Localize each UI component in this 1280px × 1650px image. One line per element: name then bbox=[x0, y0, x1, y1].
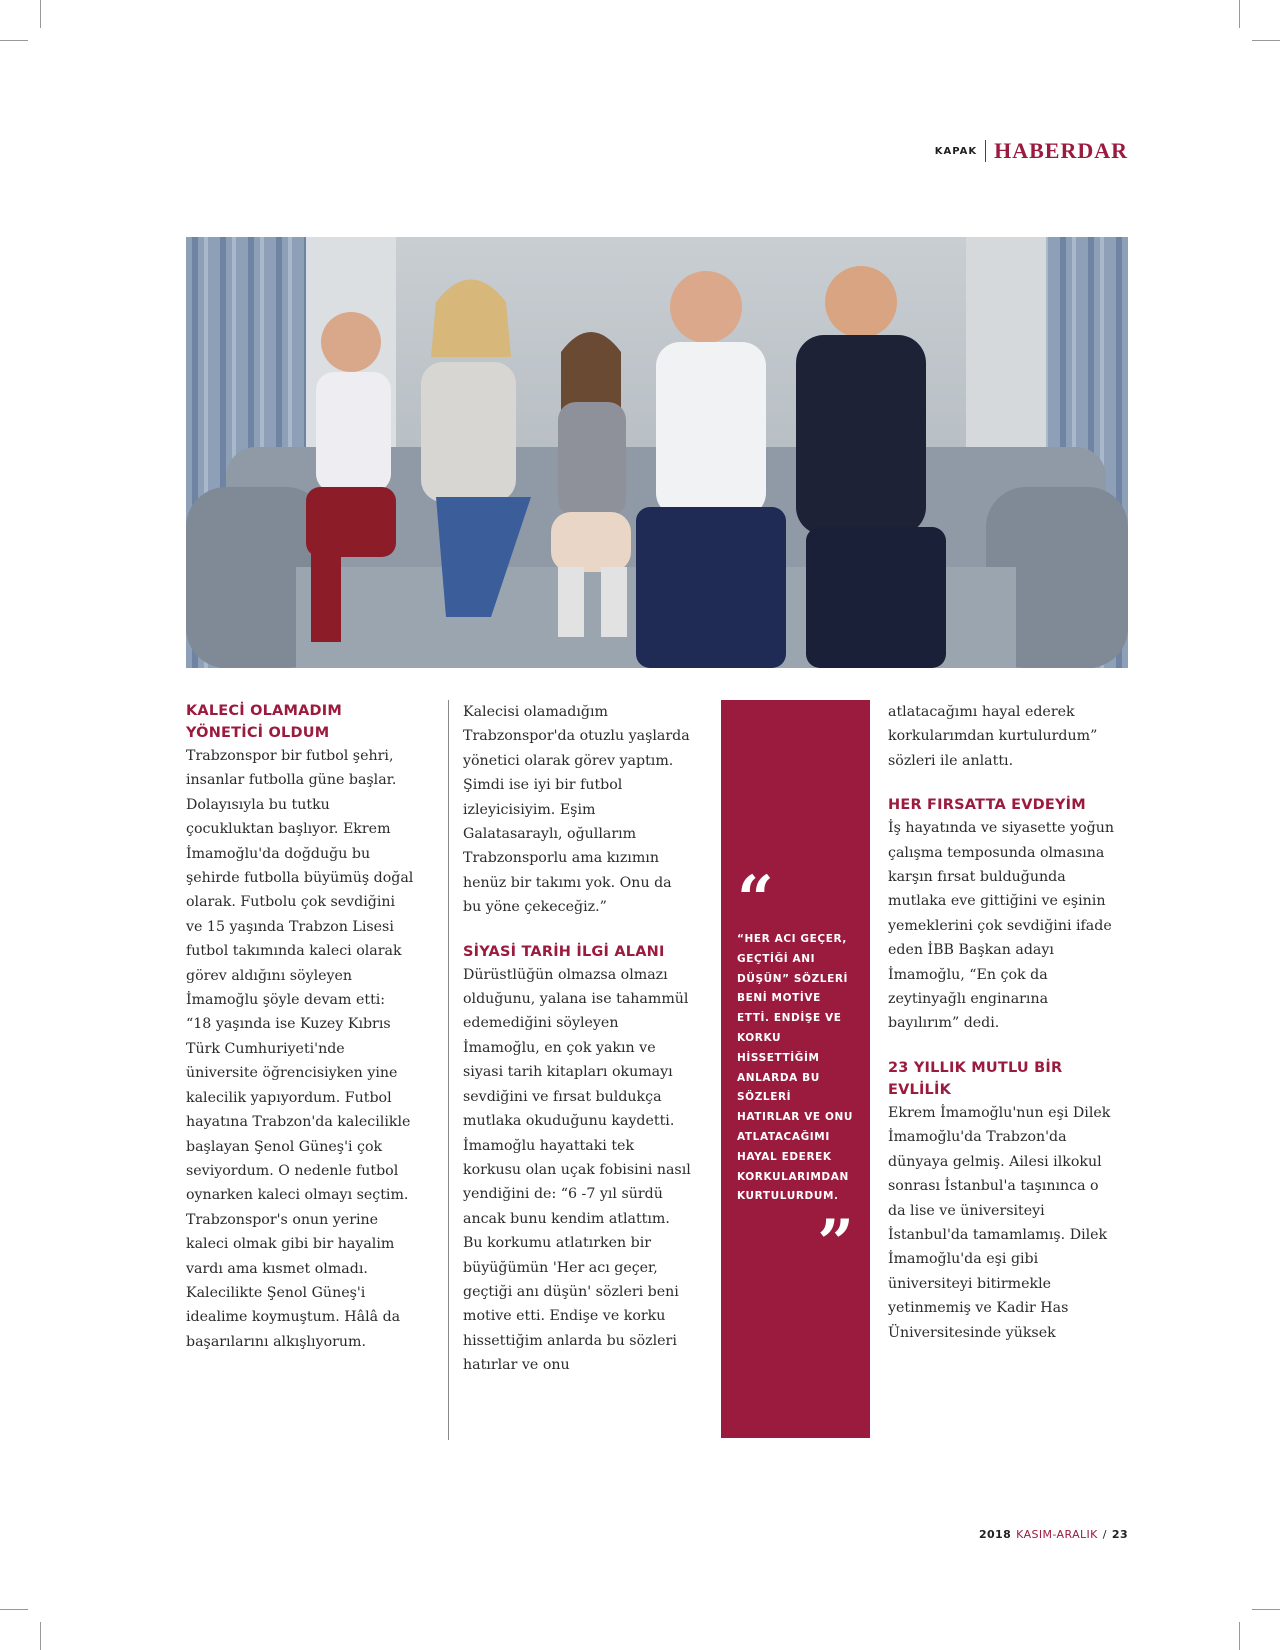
crop-mark bbox=[1239, 1622, 1240, 1650]
column4-paragraph-3: Ekrem İmamoğlu'nun eşi Dilek İmamoğlu'da Trabzon'da dünyaya gelmiş. Ailesi ilkokul sonrası İstanbul'a taşınınca o da lise ve üniversiteyi İstanbul'da tamamlamış. Dilek İmamoğlu'da eşi gibi üniversiteyi bitirmekle yetinmemiş ve Kadir Has Üniversitesinde yüksek bbox=[888, 1104, 1111, 1341]
header-divider bbox=[985, 140, 986, 162]
pull-quote-text: “HER ACI GEÇER, GEÇTİĞİ ANI DÜŞÜN” SÖZLERİ BENİ MOTİVE ETTİ. ENDİŞE VE KORKU HİSSETTİĞİM ANLARDA BU SÖZLERİ HATIRLAR VE ONU ATLATACAĞIMI HAYAL EDEREK KORKULARIMDAN KURTULURDUM. bbox=[737, 933, 854, 1203]
crop-mark bbox=[40, 1622, 41, 1650]
subheading-goalkeeper: KALECİ OLAMADIM YÖNETİCİ OLDUM bbox=[186, 703, 342, 741]
article-column-2 bbox=[463, 700, 691, 1378]
section-header bbox=[935, 138, 1128, 164]
issue-months: KASIM-ARALIK bbox=[1016, 1528, 1098, 1541]
magazine-title: HABERDAR bbox=[994, 138, 1128, 163]
column2-paragraph-1: Kalecisi olamadığım Trabzonspor'da otuzlu yaşlarda yönetici olarak görev yaptım. Şimdi ise iyi bir futbol izleyicisiyim. Eşim Galatasaraylı, oğullarım Trabzonsporlu ama kızımın henüz bir takımı yok. Onu da bu yöne çekeceğiz.” bbox=[463, 704, 690, 916]
close-quote-icon: ” bbox=[817, 1206, 854, 1281]
column4-paragraph-1: atlatacağımı hayal ederek korkularımdan kurtulurdum” sözleri ile anlattı. bbox=[888, 704, 1098, 769]
open-quote-icon: “ bbox=[737, 862, 774, 937]
family-photo-illustration bbox=[186, 237, 1128, 668]
page-footer bbox=[979, 1528, 1128, 1541]
footer-separator: / bbox=[1102, 1528, 1107, 1541]
crop-mark bbox=[1239, 0, 1240, 28]
family-photo bbox=[186, 237, 1128, 668]
subheading-political-history: SİYASİ TARİH İLGİ ALANI bbox=[463, 943, 665, 960]
crop-mark bbox=[1252, 40, 1280, 41]
column1-paragraph: Trabzonspor bir futbol şehri, insanlar futbolla güne başlar. Dolayısıyla bu tutku çocukluktan başlıyor. Ekrem İmamoğlu'da doğduğu bu şehirde futbolla büyümüş doğal olarak. Futbolu çok sevdiğini ve 15 yaşında Trabzon Lisesi futbol takımında kaleci olarak görev aldığını söyleyen İmamoğlu şöyle devam etti: “18 yaşında ise Kuzey Kıbrıs Türk Cumhuriyeti'nde üniversite öğrencisiyken yine kalecilik yapıyordum. Futbol hayatına Trabzon'da kalecilikle başlayan Şenol Güneş'i çok seviyordum. O nedenle futbol oynarken kaleci olmayı seçtim. Trabzonspor's onun yerine kaleci olmak gibi bir hayalim vardı ama kısmet olmadı. Kalecilikte Şenol Güneş'i idealime koymuştum. Hâlâ da başarılarını alkışlıyorum. bbox=[186, 748, 414, 1350]
column-divider bbox=[448, 700, 449, 1440]
page-number: 23 bbox=[1111, 1528, 1128, 1541]
column2-paragraph-2: Dürüstlüğün olmazsa olmazı olduğunu, yalana ise tahammül edemediğini söyleyen İmamoğlu, en çok yakın ve siyasi tarih kitapları okumayı sevdiğini ve fırsat buldukça mutlaka okuduğunu kaydetti. İmamoğlu hayattaki tek korkusu olan uçak fobisini nasıl yendiğini de: “6 -7 yıl sürdü ancak bunu kendim atlattım. Bu korkumu atlatırken bir büyüğümün 'Her acı geçer, geçtiği anı düşün' sözleri beni motive etti. Endişe ve korku hissettiğim anlarda bu sözleri hatırlar ve onu bbox=[463, 966, 691, 1374]
crop-mark bbox=[40, 0, 41, 28]
crop-mark bbox=[0, 1609, 28, 1610]
pull-quote-box bbox=[721, 700, 870, 1438]
crop-mark bbox=[0, 40, 28, 41]
subheading-home: HER FIRSATTA EVDEYİM bbox=[888, 797, 1086, 814]
issue-year: 2018 bbox=[978, 1528, 1012, 1541]
column4-paragraph-2: İş hayatında ve siyasette yoğun çalışma temposunda olmasına karşın fırsat bulduğunda mutlaka eve gittiğini ve eşinin yemeklerini çok sevdiğini ifade eden İBB Başkan adayı İmamoğlu, “En çok da zeytinyağlı enginarına bayılırım” dedi. bbox=[888, 820, 1115, 1032]
article-column-1 bbox=[186, 700, 414, 1354]
subheading-marriage: 23 YILLIK MUTLU BİR EVLİLİK bbox=[888, 1059, 1063, 1098]
section-label: KAPAK bbox=[934, 145, 978, 157]
article-column-4 bbox=[888, 700, 1116, 1345]
crop-mark bbox=[1252, 1609, 1280, 1610]
